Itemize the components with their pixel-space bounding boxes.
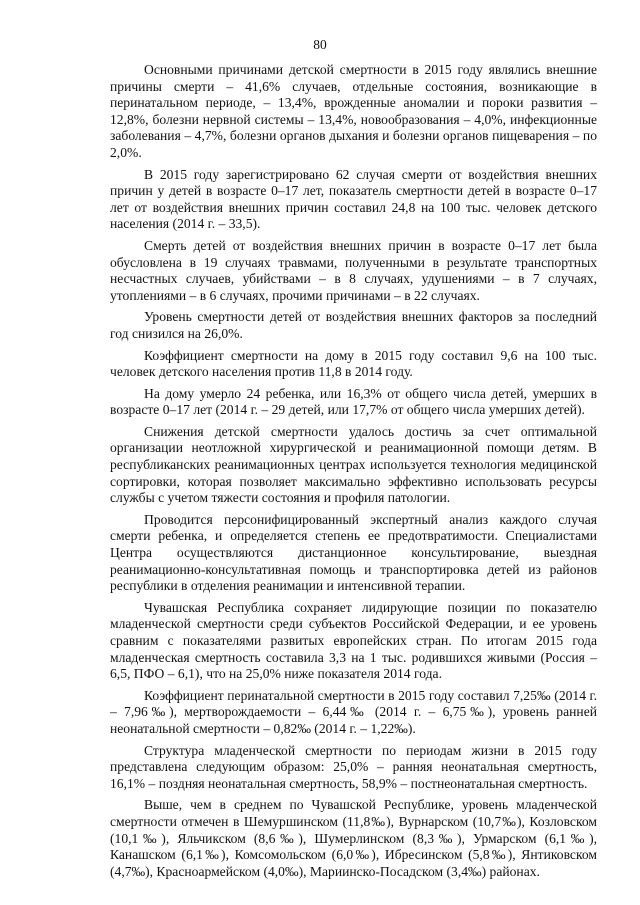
paragraph-home-mortality-rate: Коэффициент смертности на дому в 2015 году составил 9,6 на 100 тыс. человек детского населения против 11,8 в 2014 году. bbox=[110, 347, 597, 380]
paragraph-infant-mortality-structure: Структура младенческой смертности по периодам жизни в 2015 году представлена следующим образом: 25,0% – ранняя неонатальная смертность, 16,1% – поздняя неонатальная смертность, 58,9% – постнеонатальная смертность. bbox=[110, 742, 597, 791]
paragraph-home-deaths: На дому умерло 24 ребенка, или 16,3% от общего числа детей, умерших в возрасте 0–17 лет (2014 г. – 29 детей, или 17,7% от общего числа умерших детей). bbox=[110, 385, 597, 418]
paragraph-causes-of-child-mortality: Основными причинами детской смертности в 2015 году являлись внешние причины смерти – 41,6% случаев, отдельные состояния, возникающие в перинатальном периоде, – 13,4%, врожденные аномалии и пороки развития – 12,8%, болезни нервной системы – 13,4%, новообразования – 4,0%, инфекционные заболевания – 4,7%, болезни органов дыхания и болезни органов пищеварения – по 2,0%. bbox=[110, 62, 597, 160]
paragraph-external-factors-decline: Уровень смертности детей от воздействия внешних факторов за последний год снизился на 26,0%. bbox=[110, 309, 597, 341]
paragraph-external-causes-count: В 2015 году зарегистрировано 62 случая смерти от воздействия внешних причин у детей в возрасте 0–17 лет, показатель смертности детей в возрасте 0–17 лет от воздействия внешних причин составил 24,8 на 100 тыс. человек детского населения (2014 г. – 33,5). bbox=[110, 166, 597, 232]
text-body bbox=[110, 62, 597, 885]
page-number: 80 bbox=[313, 37, 327, 52]
paragraph-emergency-care: Снижения детской смертности удалось достичь за счет оптимальной организации неотложной хирургической и реанимационной помощи детям. В республиканских реанимационных центрах используется технология медицинской сортировки, которая позволяет максимально эффективно использовать ресурсы службы с учетом тяжести состояния и профиля патологии. bbox=[110, 423, 597, 506]
paragraph-district-mortality: Выше, чем в среднем по Чувашской Республике, уровень младенческой смертности отмечен в Шемуршинском (11,8‰), Вурнарском (10,7‰), Козловском (10,1‰), Яльчикском (8,6‰), Шумерлинском (8,3‰), Урмарском (6,1‰), Канашском (6,1‰), Комсомольском (6,0‰), Ибресинском (5,8‰), Янтиковском (4,7‰), Красноармейском (4,0‰), Мариинско-Посадском (3,4‰) районах. bbox=[110, 797, 597, 879]
paragraph-expert-analysis: Проводится персонифицированный экспертный анализ каждого случая смерти ребенка, и определяется степень ее предотвратимости. Специалистами Центра осуществляются дистанционное консультирование, выездная реанимационно-консультативная помощь и транспортировка детей из районов республики в отделения реанимации и интенсивной терапии. bbox=[110, 511, 597, 594]
paragraph-perinatal-mortality: Коэффициент перинатальной смертности в 2015 году составил 7,25‰ (2014 г. – 7,96‰), мертворождаемости – 6,44‰ (2014 г. – 6,75‰), уровень ранней неонатальной смертности – 0,82‰ (2014 г. – 1,22‰). bbox=[110, 687, 597, 736]
paragraph-external-causes-breakdown: Смерть детей от воздействия внешних причин в возрасте 0–17 лет была обусловлена в 19 случаях травмами, полученными в результате транспортных несчастных случаев, убийствами – в 8 случаях, удушениями – в 7 случаях, утоплениями – в 6 случаях, прочими причинами – в 22 случаях. bbox=[110, 237, 597, 303]
paragraph-infant-mortality-position: Чувашская Республика сохраняет лидирующие позиции по показателю младенческой смертности среди субъектов Российской Федерации, и ее уровень сравним с показателями развитых европейских стран. По итогам 2015 года младенческая смертность составила 3,3 на 1 тыс. родившихся живыми (Россия – 6,5, ПФО – 6,1), что на 25,0% ниже показателя 2014 года. bbox=[110, 599, 597, 682]
